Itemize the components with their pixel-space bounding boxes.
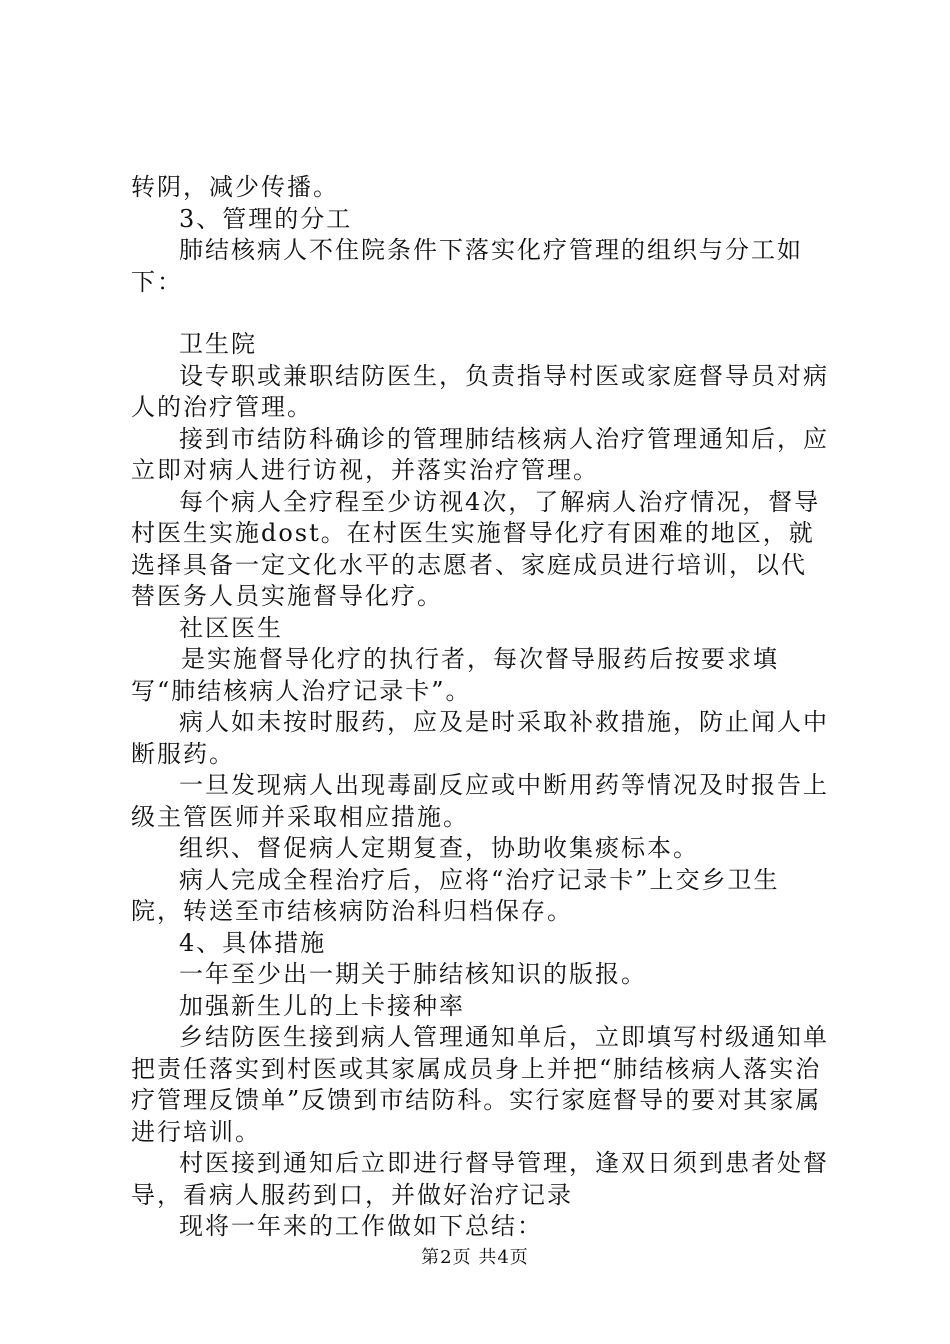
- paragraph-8: 一旦发现病人出现毒副反应或中断用药等情况及时报告上级主管医师并采取相应措施。: [131, 771, 829, 831]
- blank-line: [131, 298, 831, 329]
- paragraph-1: 转阴，减少传播。: [131, 173, 339, 201]
- subheading-community-doctor: 社区医生: [179, 613, 283, 642]
- page-footer: [0, 1243, 950, 1269]
- paragraph-2: 肺结核病人不住院条件下落实化疗管理的组织与分工如下：: [131, 236, 803, 296]
- paragraph-3: 设专职或兼职结防医生，负责指导村医或家庭督导员对病人的治疗管理。: [131, 361, 829, 421]
- paragraph-7: 病人如未按时服药，应及是时采取补救措施，防止闻人中断服药。: [131, 708, 829, 768]
- paragraph-12: 加强新生儿的上卡接种率: [179, 991, 465, 1020]
- page-number: 第2页 共4页: [421, 1247, 529, 1268]
- section-heading-3: 3、管理的分工: [179, 204, 353, 233]
- paragraph-15: 现将一年来的工作做如下总结：: [179, 1212, 543, 1240]
- paragraph-5: 每个病人全疗程至少访视4次，了解病人治疗情况，督导村医生实施dost。在村医生实施督导化疗有困难的地区，就选择具备一定文化水平的志愿者、家庭成员进行培训，以代替医务人员实施督导化疗。: [131, 487, 821, 610]
- paragraph-13: 乡结防医生接到病人管理通知单后，立即填写村级通知单把责任落实到村医或其家属成员身上并把“肺结核病人落实治疗管理反馈单”反馈到市结防科。实行家庭督导的要对其家属进行培训。: [131, 1023, 829, 1146]
- document-body: [131, 172, 831, 1243]
- section-heading-4: 4、具体措施: [179, 928, 327, 957]
- subheading-hospital: 卫生院: [179, 330, 257, 358]
- paragraph-10: 病人完成全程治疗后，应将“治疗记录卡”上交乡卫生院，转送至市结核病防治科归档保存。: [131, 865, 780, 925]
- paragraph-6: 是实施督导化疗的执行者，每次督导服药后按要求填写“肺结核病人治疗记录卡”。: [131, 645, 779, 705]
- paragraph-11: 一年至少出一期关于肺结核知识的版报。: [179, 960, 647, 988]
- paragraph-9: 组织、督促病人定期复查，协助收集痰标本。: [179, 834, 699, 862]
- paragraph-4: 接到市结防科确诊的管理肺结核病人治疗管理通知后，应立即对病人进行访视，并落实治疗管理。: [131, 424, 829, 484]
- paragraph-14: 村医接到通知后立即进行督导管理，逢双日须到患者处督导，看病人服药到口，并做好治疗记录: [131, 1149, 829, 1209]
